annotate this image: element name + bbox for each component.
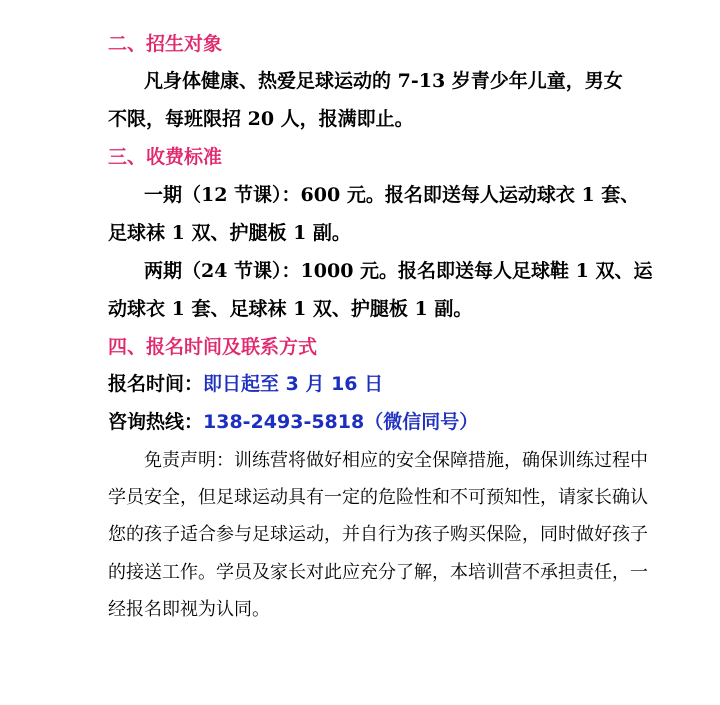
section-2-heading: 二、招生对象 (108, 33, 223, 55)
disclaimer-line-4: 的接送工作。学员及家长对此应充分了解，本培训营不承担责任，一 (108, 562, 648, 583)
signup-time-value: 即日起至 3 月 16 日 (203, 373, 384, 395)
section-2-text-line-1: 凡身体健康、热爱足球运动的 7-13 岁青少年儿童，男女 (144, 70, 623, 92)
section-3-heading: 三、收费标准 (108, 146, 223, 168)
fee-plan-2-line-1: 两期（24 节课）：1000 元。报名即送每人足球鞋 1 双、运 (144, 260, 653, 282)
hotline-label: 咨询热线： (108, 411, 204, 433)
section-2-text-line-2: 不限，每班限招 20 人，报满即止。 (108, 108, 414, 130)
disclaimer-line-3: 您的孩子适合参与足球运动，并自行为孩子购买保险，同时做好孩子 (108, 524, 648, 545)
hotline-value: 138-2493-5818（微信同号） (203, 411, 479, 433)
signup-time-label: 报名时间： (108, 373, 204, 395)
fee-plan-2-line-2: 动球衣 1 套、足球袜 1 双、护腿板 1 副。 (108, 298, 473, 320)
fee-plan-1-line-2: 足球袜 1 双、护腿板 1 副。 (108, 222, 351, 244)
fee-plan-1-line-1: 一期（12 节课）：600 元。报名即送每人运动球衣 1 套、 (144, 184, 640, 206)
signup-time-row (108, 371, 383, 397)
disclaimer-line-2: 学员安全，但足球运动具有一定的危险性和不可预知性，请家长确认 (108, 487, 648, 508)
disclaimer-line-1: 免责声明：训练营将做好相应的安全保障措施，确保训练过程中 (144, 450, 648, 471)
hotline-row (108, 409, 478, 435)
section-4-heading: 四、报名时间及联系方式 (108, 336, 318, 358)
disclaimer-line-5: 经报名即视为认同。 (108, 599, 270, 620)
